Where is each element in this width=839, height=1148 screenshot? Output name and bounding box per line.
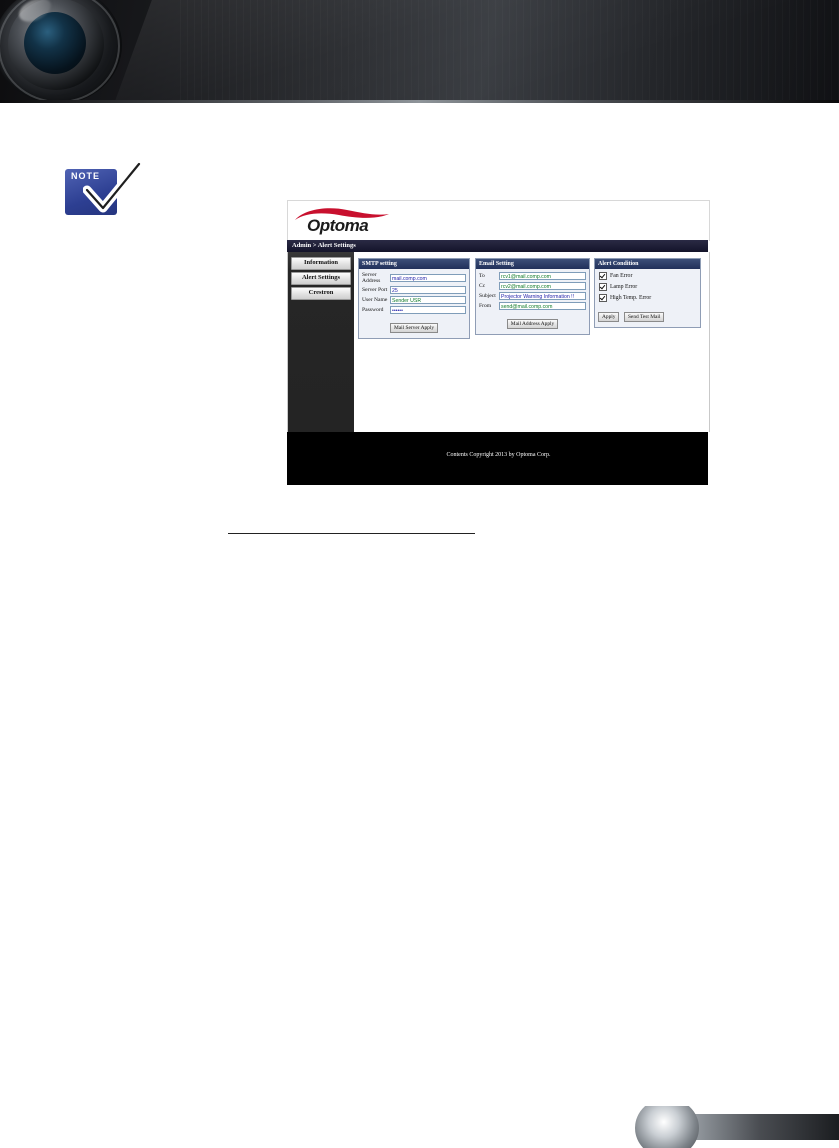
email-panel-body (476, 269, 589, 334)
smtp-setting-panel (358, 258, 470, 339)
page-bottom-graphic (609, 1106, 839, 1148)
smtp-user-name-label: User Name (362, 297, 388, 303)
smtp-server-port-input[interactable]: 25 (390, 286, 466, 294)
checkmark-icon (83, 160, 145, 216)
alert-panel-header: Alert Condition (595, 259, 700, 269)
screenshot-footer (287, 432, 708, 485)
sidebar-item-crestron[interactable]: Crestron (291, 287, 351, 300)
high-temp-error-label: High Temp. Error (610, 295, 652, 301)
lamp-error-label: Lamp Error (610, 284, 638, 290)
smtp-server-address-row (362, 272, 466, 284)
fan-error-label: Fan Error (610, 273, 633, 279)
mail-address-apply-button[interactable]: Mail Address Apply (507, 319, 558, 329)
alert-actions (598, 305, 697, 323)
screenshot-header (287, 200, 710, 241)
email-cc-input[interactable]: rcv2@mail.comp.com (499, 282, 586, 290)
alert-condition-panel (594, 258, 701, 328)
smtp-user-name-row (362, 296, 466, 304)
web-control-screenshot (287, 200, 708, 485)
mail-server-apply-button[interactable]: Mail Server Apply (390, 323, 438, 333)
email-subject-input[interactable]: Projector Warning Information !! (499, 292, 586, 300)
email-to-input[interactable]: rcv1@mail.comp.com (499, 272, 586, 280)
email-actions (479, 312, 586, 330)
email-from-row (479, 302, 586, 310)
sidebar-item-information[interactable]: Information (291, 257, 351, 270)
email-panel-header: Email Setting (476, 259, 589, 269)
email-from-input[interactable]: send@mail.comp.com (499, 302, 586, 310)
email-cc-row (479, 282, 586, 290)
alert-fan-error-row[interactable] (599, 272, 697, 280)
alert-high-temp-error-row[interactable] (599, 294, 697, 302)
smtp-actions (362, 316, 466, 334)
smtp-server-address-input[interactable]: mail.comp.com (390, 274, 466, 282)
banner-bottom-rule (0, 100, 839, 103)
banner-sheen (94, 0, 839, 103)
section-divider (228, 533, 475, 534)
email-cc-label: Cc (479, 283, 486, 289)
alert-panel-body (595, 269, 700, 327)
smtp-user-name-input[interactable]: Sender USR (390, 296, 466, 304)
copyright-text: Contents Copyright 2013 by Optoma Corp. (446, 452, 551, 458)
smtp-password-input[interactable]: •••••• (390, 306, 466, 314)
page-top-banner (0, 0, 839, 103)
email-to-row (479, 272, 586, 280)
screenshot-titlebar: Admin > Alert Settings (287, 240, 708, 252)
high-temp-error-checkbox[interactable] (599, 294, 607, 302)
email-to-label: To (479, 273, 485, 279)
lamp-error-checkbox[interactable] (599, 283, 607, 291)
alert-lamp-error-row[interactable] (599, 283, 697, 291)
smtp-password-row (362, 306, 466, 314)
note-badge-label: NOTE (71, 171, 101, 181)
sidebar-nav (288, 252, 354, 432)
smtp-server-port-label: Server Port (362, 287, 388, 293)
screenshot-body (287, 252, 710, 432)
note-icon (65, 160, 149, 220)
fan-error-checkbox[interactable] (599, 272, 607, 280)
smtp-password-label: Password (362, 307, 384, 313)
email-from-label: From (479, 303, 492, 309)
smtp-server-port-row (362, 286, 466, 294)
send-test-mail-button[interactable]: Send Test Mail (624, 312, 664, 322)
email-subject-label: Subject (479, 293, 496, 299)
smtp-server-address-label: Server Address (362, 272, 381, 284)
panels-container (354, 252, 708, 432)
lens-glass (24, 12, 86, 74)
bottom-lens-graphic (635, 1106, 699, 1148)
optoma-wordmark: Optoma (307, 216, 369, 235)
projector-lens-graphic (0, 0, 134, 103)
optoma-logo (293, 207, 393, 237)
email-setting-panel (475, 258, 590, 335)
email-subject-row (479, 292, 586, 300)
sidebar-item-alert-settings[interactable]: Alert Settings (291, 272, 351, 285)
apply-button[interactable]: Apply (598, 312, 619, 322)
smtp-panel-body (359, 269, 469, 338)
smtp-panel-header: SMTP setting (359, 259, 469, 269)
